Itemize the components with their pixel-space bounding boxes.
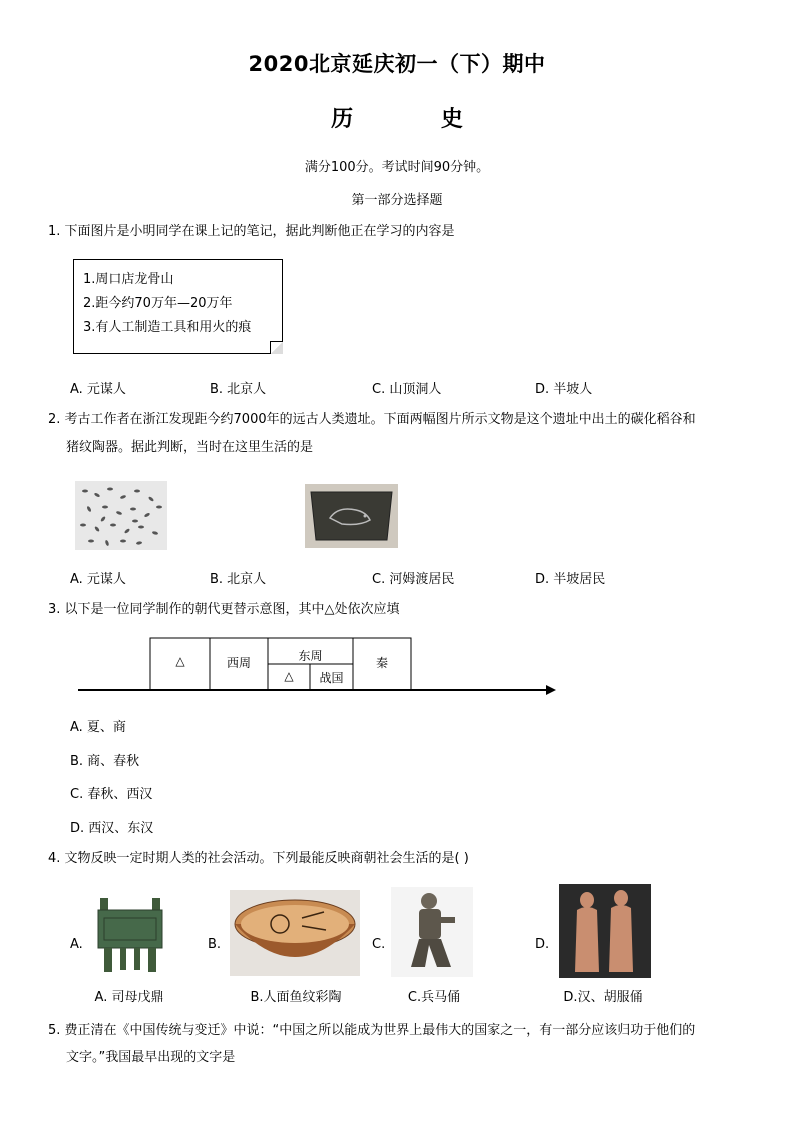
question-4-stem: 4. 文物反映一定时期人类的社会活动。下列最能反映商朝社会生活的是( ): [48, 851, 469, 866]
section-heading: 第一部分选择题: [351, 193, 443, 208]
q4-letter-d[interactable]: D.: [535, 937, 550, 952]
rice-grains-icon: [75, 481, 167, 550]
exam-info: 满分100分。考试时间90分钟。: [304, 160, 490, 175]
question-3-stem: 3. 以下是一位同学制作的朝代更替示意图，其中△处依次应填: [48, 602, 400, 617]
q4-caption-b: B.人面鱼纹彩陶: [250, 990, 342, 1005]
exam-title: 2020北京延庆初一（下）期中: [248, 52, 546, 76]
q4-letter-a[interactable]: A.: [70, 937, 83, 952]
timeline-cell-4: 秦: [375, 656, 388, 670]
q2-option-d[interactable]: D. 半坡居民: [535, 572, 606, 587]
q3-option-c[interactable]: C. 春秋、西汉: [70, 787, 153, 802]
q4-caption-d: D.汉、胡服俑: [563, 990, 643, 1005]
pottery-figurines-icon: [559, 884, 651, 978]
timeline-cell-1: △: [175, 654, 185, 668]
q4-caption-a: A. 司母戊鼎: [94, 990, 164, 1005]
carbonized-rice-image: [75, 481, 167, 550]
notebook-card: [73, 259, 283, 354]
question-5-stem-line1: 5. 费正清在《中国传统与变迁》中说：“中国之所以能成为世界上最伟大的国家之一，有一部分应该归功于他们的: [48, 1023, 696, 1038]
q1-option-d[interactable]: D. 半坡人: [535, 382, 593, 397]
han-hu-figurines-image: [559, 884, 651, 978]
dynasty-timeline: [76, 634, 558, 696]
q4-letter-c[interactable]: C.: [372, 937, 386, 952]
subject-heading: 历 史: [331, 107, 503, 132]
question-2-stem-line2: 猪纹陶器。据此判断，当时在这里生活的是: [66, 440, 314, 455]
bronze-ding-icon: [94, 890, 166, 974]
q3-option-a[interactable]: A. 夏、商: [70, 720, 126, 735]
q3-option-d[interactable]: D. 西汉、东汉: [70, 821, 154, 836]
timeline-cell-2: 西周: [226, 656, 251, 670]
q1-option-a[interactable]: A. 元谋人: [70, 382, 126, 397]
q4-caption-c: C.兵马俑: [407, 990, 461, 1005]
pig-pottery-image: [305, 484, 398, 548]
question-2-stem-line1: 2. 考古工作者在浙江发现距今约7000年的远古人类遗址。下面两幅图片所示文物是这个遗址中出土的碳化稻谷和: [48, 412, 696, 427]
q1-option-c[interactable]: C. 山顶洞人: [372, 382, 442, 397]
simuwu-ding-image: [94, 890, 166, 974]
q2-option-b[interactable]: B. 北京人: [210, 572, 267, 587]
q1-option-b[interactable]: B. 北京人: [210, 382, 267, 397]
q2-option-a[interactable]: A. 元谋人: [70, 572, 126, 587]
terracotta-warrior-icon: [391, 887, 473, 977]
timeline-cell-3-top: 东周: [298, 649, 323, 663]
note-line: 2.距今约70万年—20万年: [83, 296, 233, 311]
note-line: 3.有人工制造工具和用火的痕: [83, 320, 252, 335]
terracotta-warrior-image: [391, 887, 473, 977]
painted-pottery-image: [230, 890, 360, 976]
note-line: 1.周口店龙骨山: [83, 272, 174, 287]
q3-option-b[interactable]: B. 商、春秋: [70, 754, 140, 769]
painted-bowl-icon: [230, 890, 360, 976]
q4-letter-b[interactable]: B.: [208, 937, 222, 952]
pig-pattern-pot-icon: [305, 484, 398, 548]
question-1-stem: 1. 下面图片是小明同学在课上记的笔记，据此判断他正在学习的内容是: [48, 224, 455, 239]
question-5-stem-line2: 文字。”我国最早出现的文字是: [66, 1050, 236, 1065]
q2-option-c[interactable]: C. 河姆渡居民: [372, 572, 455, 587]
timeline-arrow-icon: [76, 634, 558, 696]
timeline-cell-3a: △: [284, 669, 294, 683]
timeline-cell-3b: 战国: [319, 671, 344, 685]
